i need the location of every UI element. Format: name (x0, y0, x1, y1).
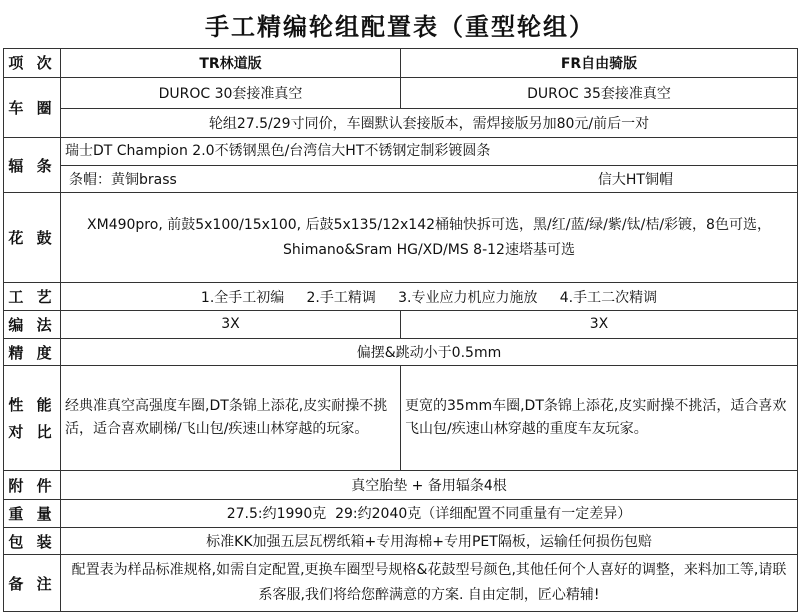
config-table (3, 48, 798, 612)
weight-row (4, 499, 798, 527)
header-row (4, 49, 798, 78)
lacing-label: 编 法 (4, 310, 61, 338)
nipple-brass: 条帽：黄铜brass (69, 171, 177, 188)
accessories-value: 真空胎垫 + 备用辐条4根 (61, 471, 798, 500)
rim-fr-value: DUROC 35套接准真空 (401, 77, 798, 108)
rim-tr-value: DUROC 30套接准真空 (61, 77, 401, 108)
craft-row (4, 283, 798, 311)
rim-note-row (4, 108, 798, 138)
header-tr-version: TR林道版 (61, 49, 401, 78)
precision-label: 精 度 (4, 338, 61, 366)
craft-steps: 1.全手工初编 2.手工精调 3.专业应力机应力施放 4.手工二次精调 (61, 283, 798, 311)
hub-row (4, 192, 798, 282)
performance-row (4, 366, 798, 471)
accessories-label: 附 件 (4, 471, 61, 500)
weight-label: 重 量 (4, 499, 61, 527)
remarks-label: 备 注 (4, 555, 61, 612)
header-label: 项 次 (4, 49, 61, 78)
spokes-desc: 瑞士DT Champion 2.0不锈钢黑色/台湾信大HT不锈钢定制彩镀圆条 (61, 138, 798, 166)
hub-desc: XM490pro, 前鼓5x100/15x100, 后鼓5x135/12x142桶轴快拆可选，黑/红/蓝/绿/紫/钛/桔/彩镀，8色可选，Shimano&Sram HG/XD/MS 8-12速塔基可选 (87, 216, 771, 258)
rim-row (4, 77, 798, 108)
nipple-row (4, 166, 798, 193)
spokes-row (4, 138, 798, 166)
rim-label: 车 圈 (4, 77, 61, 138)
hub-desc-cell (61, 192, 798, 282)
performance-tr-desc: 经典准真空高强度车圈,DT条锦上添花,皮实耐操不挑活，适合喜欢刷梯/飞山包/疾速山林穿越的玩家。 (61, 366, 401, 471)
nipple-cell (61, 166, 798, 193)
performance-label (4, 366, 61, 471)
weight-value: 27.5:约1990克 29:约2040克（详细配置不同重量有一定差异） (61, 499, 798, 527)
lacing-fr-value: 3X (401, 310, 798, 338)
performance-fr-desc: 更宽的35mm车圈,DT条锦上添花,皮实耐操不挑活，适合喜欢飞山包/疾速山林穿越的重度车友玩家。 (401, 366, 798, 471)
precision-row (4, 338, 798, 366)
precision-value: 偏摆&跳动小于0.5mm (61, 338, 798, 366)
lacing-row (4, 310, 798, 338)
spokes-label: 辐 条 (4, 138, 61, 192)
remarks-row (4, 555, 798, 612)
remarks-value: 配置表为样品标准规格,如需自定配置,更换车圈型号规格&花鼓型号颜色,其他任何个人喜好的调整，来料加工等,请联系客服,我们将给您醉满意的方案. 自由定制，匠心精辅! (71, 562, 787, 604)
lacing-tr-value: 3X (61, 310, 401, 338)
rim-note: 轮组27.5/29寸同价，车圈默认套接版本，需焊接版另加80元/前后一对 (61, 108, 798, 138)
packing-label: 包 装 (4, 527, 61, 555)
accessories-row (4, 471, 798, 500)
packing-row (4, 527, 798, 555)
hub-label: 花 鼓 (4, 192, 61, 282)
craft-label: 工 艺 (4, 283, 61, 311)
packing-value: 标准KK加强五层瓦楞纸箱+专用海棉+专用PET隔板，运输任何损伤包赔 (61, 527, 798, 555)
performance-label-2: 对 比 (8, 423, 56, 442)
nipple-ht: 信大HT铜帽 (597, 171, 673, 188)
header-fr-version: FR自由骑版 (401, 49, 798, 78)
remarks-cell (61, 555, 798, 612)
performance-label-1: 性 能 (8, 396, 56, 415)
page-title: 手工精编轮组配置表（重型轮组） (205, 12, 595, 41)
